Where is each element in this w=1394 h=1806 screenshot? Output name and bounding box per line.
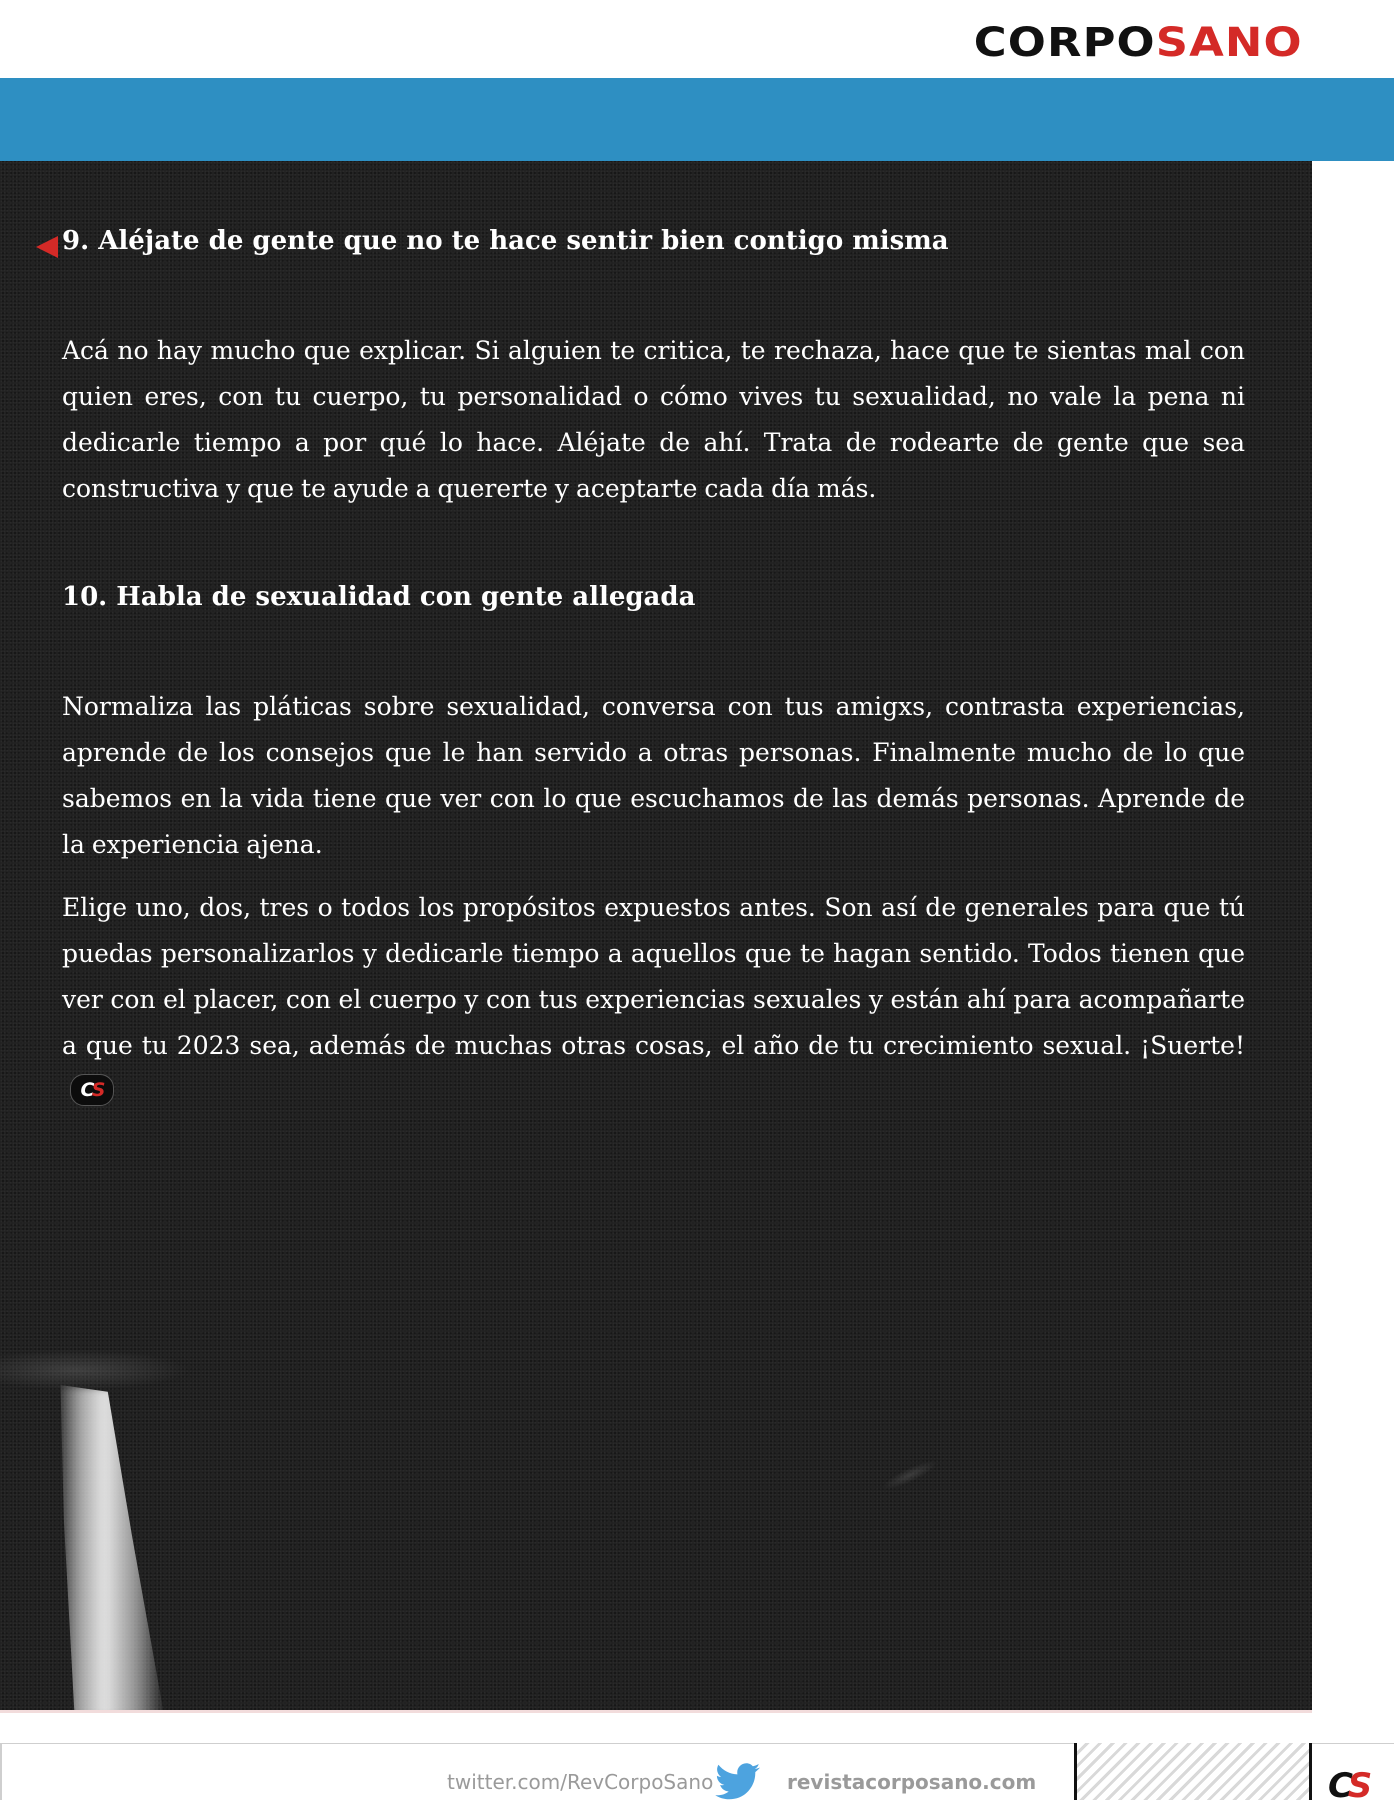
footer-badge-s: S (1347, 1766, 1369, 1806)
cs-end-mark-icon (70, 1074, 114, 1106)
twitter-bird-icon[interactable] (715, 1763, 761, 1801)
end-mark-c: C (80, 1078, 92, 1101)
twitter-link[interactable]: twitter.com/RevCorpoSano (447, 1770, 714, 1794)
red-left-arrow-icon (36, 236, 58, 258)
cs-footer-badge (1328, 1766, 1369, 1806)
background-light-haze (0, 1350, 190, 1390)
logo-sano: SANO (1156, 20, 1303, 66)
corposano-logo (974, 18, 1303, 68)
footer-badge-c: C (1328, 1766, 1348, 1806)
section-10-heading: 10. Habla de sexualidad con gente allegada (62, 582, 696, 612)
section-9-heading: 9. Aléjate de gente que no te hace sentir bien contigo misma (62, 226, 949, 256)
closing-text: Elige uno, dos, tres o todos los propósitos expuestos antes. Son así de generales para que tú puedas personalizarlos y dedicarle tiempo a aquellos que te hagan sentido. Todos tienen que ver con el placer, con el cuerpo y con tus experiencias sexuales y están ahí para acompañarte a que tu 2023 sea, además de muchas otras cosas, el año de tu crecimiento sexual. ¡Suerte! (62, 893, 1245, 1060)
page-footer (0, 1713, 1394, 1806)
header-blue-band (0, 78, 1394, 161)
footer-stripes-decoration (1074, 1743, 1312, 1800)
footer-left-rule (0, 1743, 2, 1800)
closing-paragraph (62, 885, 1245, 1115)
section-10-body: Normaliza las pláticas sobre sexualidad, conversa con tus amigxs, contrasta experiencias, aprende de los consejos que le han servido a otras personas. Finalmente mucho de lo que sabemos en la vida tiene que ver con lo que escuchamos de las demás personas. Aprende de la experiencia ajena. (62, 692, 1245, 859)
twitter-bird-svg (715, 1763, 761, 1801)
website-link[interactable]: revistacorposano.com (787, 1770, 1037, 1794)
end-mark-s: S (91, 1078, 104, 1101)
logo-corpo: CORPO (974, 20, 1156, 66)
section-9-body: Acá no hay mucho que explicar. Si alguien te critica, te rechaza, hace que te sientas mal con quien eres, con tu cuerpo, tu personalidad o cómo vives tu sexualidad, no vale la pena ni dedicarle tiempo a por qué lo hace. Aléjate de ahí. Trata de rodearte de gente que sea constructiva y que te ayude a quererte y aceptarte cada día más. (62, 336, 1245, 503)
